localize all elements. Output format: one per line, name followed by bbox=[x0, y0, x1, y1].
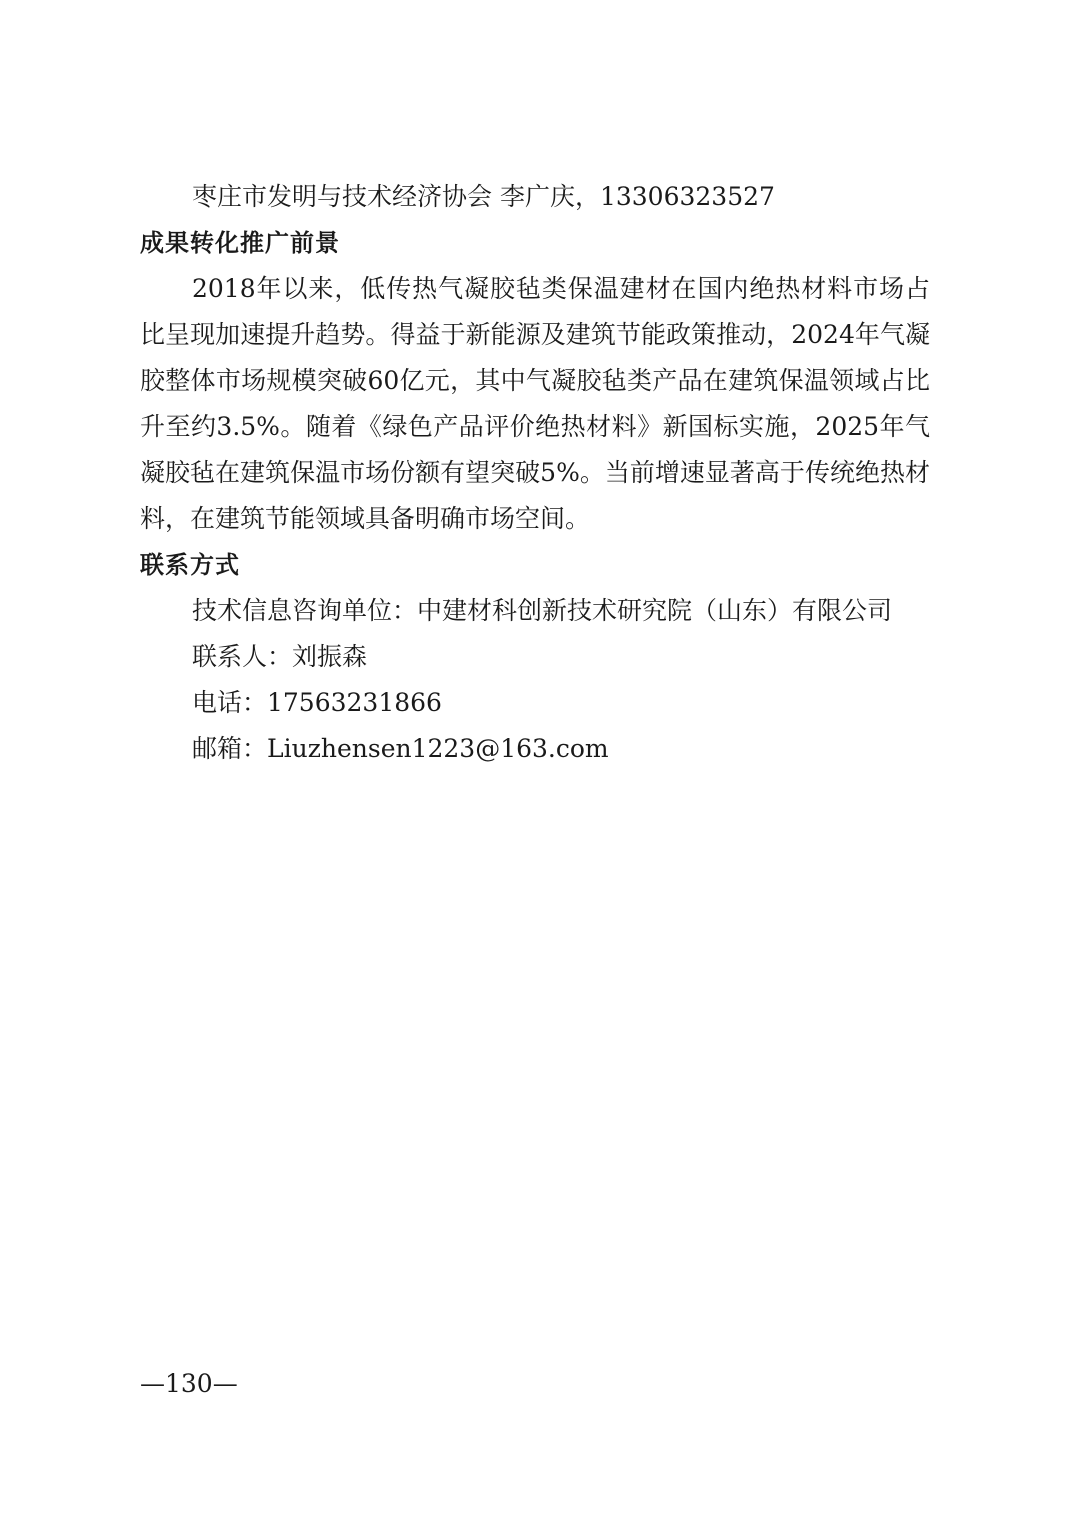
phone-line: 电话：17563231866 bbox=[192, 688, 442, 717]
email-line: 邮箱：Liuzhensen1223@163.com bbox=[192, 734, 609, 763]
page-number: —130— bbox=[140, 1369, 238, 1398]
consulting-unit-line: 技术信息咨询单位：中建材科创新技术研究院（山东）有限公司 bbox=[192, 596, 893, 625]
document-body bbox=[140, 174, 930, 772]
contact-person-line: 联系人：刘振森 bbox=[192, 642, 368, 671]
section-heading-prospects: 成果转化推广前景 bbox=[140, 229, 340, 257]
prospects-paragraph: 2018年以来，低传热气凝胶毡类保温建材在国内绝热材料市场占比呈现加速提升趋势。得益于新能源及建筑节能政策推动，2024年气凝胶整体市场规模突破60亿元，其中气凝胶毡类产品在建筑保温领域占比升至约3.5%。随着《绿色产品评价绝热材料》新国标实施，2025年气凝胶毡在建筑保温市场份额有望突破5%。当前增速显著高于传统绝热材料，在建筑节能领域具备明确市场空间。 bbox=[140, 274, 930, 533]
section-heading-contact: 联系方式 bbox=[140, 551, 240, 579]
contact-association-line: 枣庄市发明与技术经济协会 李广庆，13306323527 bbox=[192, 182, 775, 211]
